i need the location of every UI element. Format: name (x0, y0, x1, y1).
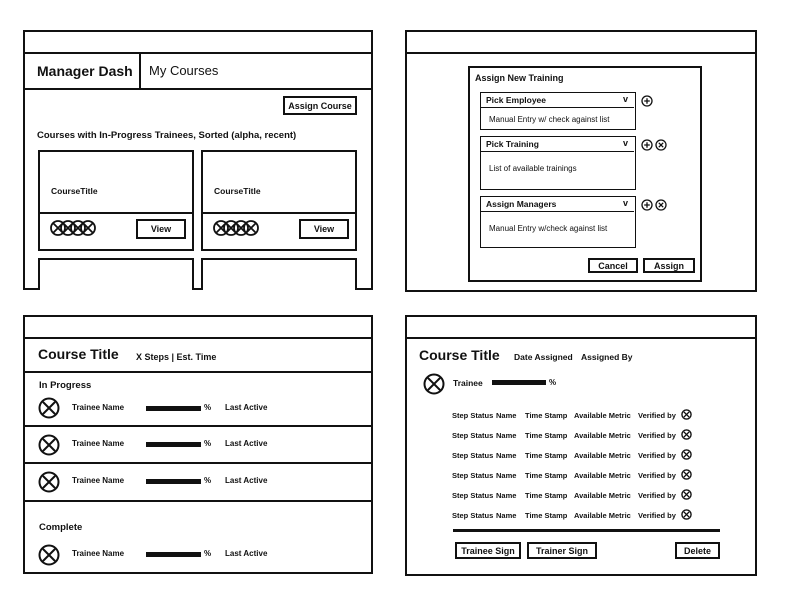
step-timestamp: Time Stamp (525, 511, 568, 520)
verify-icon[interactable] (681, 409, 692, 420)
progress-percent: % (204, 549, 212, 558)
trainee-name: Trainee Name (72, 549, 125, 558)
step-timestamp: Time Stamp (525, 451, 568, 460)
last-active: Last Active (225, 439, 268, 448)
top-bar-divider (407, 52, 755, 54)
tab-my-courses[interactable]: My Courses (149, 63, 219, 78)
step-verified-by: Verified by (638, 491, 676, 500)
add-icon[interactable] (641, 199, 653, 211)
delete-button[interactable]: Delete (675, 542, 720, 559)
last-active: Last Active (225, 476, 268, 485)
add-icon[interactable] (641, 95, 653, 107)
progress-percent: % (204, 403, 212, 412)
step-timestamp: Time Stamp (525, 431, 568, 440)
header-separator (139, 52, 141, 88)
trainee-name: Trainee Name (72, 476, 125, 485)
cancel-button[interactable]: Cancel (588, 258, 638, 273)
progress-percent: % (204, 476, 212, 485)
chevron-down-icon: v (623, 138, 629, 148)
course-card[interactable] (201, 150, 357, 251)
in-progress-label: In Progress (39, 380, 92, 391)
top-bar-divider (407, 337, 755, 339)
step-name: Name (496, 411, 517, 420)
pick-employee-field (480, 92, 636, 130)
header-divider (25, 371, 371, 373)
step-metric: Available Metric (574, 431, 631, 440)
trainer-sign-button[interactable]: Trainer Sign (527, 542, 597, 559)
dialog-title: Assign New Training (475, 73, 564, 83)
pick-training-dropdown[interactable] (481, 137, 634, 152)
step-status: Step Status (452, 451, 494, 460)
row-divider (25, 500, 371, 502)
last-active: Last Active (225, 549, 268, 558)
course-card[interactable] (201, 258, 357, 290)
verify-icon[interactable] (681, 429, 692, 440)
step-verified-by: Verified by (638, 471, 676, 480)
step-verified-by: Verified by (638, 411, 676, 420)
trainee-avatar-icon (423, 373, 445, 395)
trainee-avatars-icon (50, 220, 98, 236)
chevron-down-icon: v (623, 94, 629, 104)
course-trainees-panel (23, 315, 373, 574)
step-name: Name (496, 511, 517, 520)
step-status: Step Status (452, 431, 494, 440)
view-button[interactable]: View (136, 219, 186, 239)
pick-employee-label: Pick Employee (486, 95, 547, 105)
row-divider (25, 425, 371, 427)
step-metric: Available Metric (574, 451, 631, 460)
step-timestamp: Time Stamp (525, 491, 568, 500)
row-divider (25, 462, 371, 464)
verify-icon[interactable] (681, 489, 692, 500)
trainee-avatar-icon (38, 544, 60, 566)
trainee-label: Trainee (453, 378, 483, 388)
view-button[interactable]: View (299, 219, 349, 239)
step-metric: Available Metric (574, 511, 631, 520)
assign-training-panel (405, 30, 757, 292)
course-title: Course Title (38, 346, 119, 362)
trainee-sign-button[interactable]: Trainee Sign (455, 542, 521, 559)
chevron-down-icon: v (623, 198, 629, 208)
step-verified-by: Verified by (638, 431, 676, 440)
step-verified-by: Verified by (638, 511, 676, 520)
verify-icon[interactable] (681, 509, 692, 520)
assign-managers-dropdown[interactable] (481, 197, 634, 212)
progress-bar (146, 406, 201, 411)
trainee-avatar-icon (38, 397, 60, 419)
progress-percent: % (204, 439, 212, 448)
course-subtitle: X Steps | Est. Time (136, 352, 217, 362)
trainee-avatar-icon (38, 434, 60, 456)
step-metric: Available Metric (574, 411, 631, 420)
manager-dash-panel (23, 30, 373, 290)
verify-icon[interactable] (681, 449, 692, 460)
step-timestamp: Time Stamp (525, 471, 568, 480)
top-bar-divider (25, 52, 371, 54)
progress-bar (146, 442, 201, 447)
progress-bar (146, 552, 201, 557)
assign-managers-label: Assign Managers (486, 199, 557, 209)
course-title: Course Title (419, 347, 500, 363)
pick-training-field (480, 136, 636, 190)
trainee-avatar-icon (38, 471, 60, 493)
step-status: Step Status (452, 491, 494, 500)
trainee-name: Trainee Name (72, 403, 125, 412)
remove-icon[interactable] (655, 139, 667, 151)
step-name: Name (496, 451, 517, 460)
course-title: CourseTitle (214, 186, 261, 196)
courses-heading: Courses with In-Progress Trainees, Sorted (alpha, recent) (37, 130, 297, 141)
remove-icon[interactable] (655, 199, 667, 211)
step-name: Name (496, 431, 517, 440)
step-metric: Available Metric (574, 471, 631, 480)
course-title: CourseTitle (51, 186, 98, 196)
step-name: Name (496, 471, 517, 480)
pick-training-label: Pick Training (486, 139, 539, 149)
last-active: Last Active (225, 403, 268, 412)
card-divider (40, 212, 192, 214)
course-card[interactable] (38, 258, 194, 290)
step-name: Name (496, 491, 517, 500)
step-verified-by: Verified by (638, 451, 676, 460)
step-status: Step Status (452, 411, 494, 420)
complete-label: Complete (39, 522, 83, 533)
verify-icon[interactable] (681, 469, 692, 480)
pick-employee-input[interactable]: Manual Entry w/ check against list (489, 115, 610, 124)
progress-percent: % (549, 378, 557, 387)
signature-divider (453, 529, 720, 532)
course-card[interactable] (38, 150, 194, 251)
page-title: Manager Dash (37, 63, 133, 79)
step-status: Step Status (452, 511, 494, 520)
add-icon[interactable] (641, 139, 653, 151)
step-status: Step Status (452, 471, 494, 480)
step-metric: Available Metric (574, 491, 631, 500)
trainee-detail-panel (405, 315, 757, 576)
card-divider (203, 212, 355, 214)
pick-employee-dropdown[interactable] (481, 93, 634, 108)
assign-managers-input[interactable]: Manual Entry w/check against list (489, 224, 608, 233)
progress-bar (492, 380, 546, 385)
assign-dialog (468, 66, 702, 282)
assign-managers-field (480, 196, 636, 248)
assign-course-button[interactable]: Assign Course (283, 96, 357, 115)
training-list[interactable]: List of available trainings (489, 164, 577, 173)
top-bar-divider (25, 337, 371, 339)
progress-bar (146, 479, 201, 484)
assigned-by: Assigned By (581, 352, 633, 362)
trainee-name: Trainee Name (72, 439, 125, 448)
trainee-avatars-icon (213, 220, 261, 236)
assign-button[interactable]: Assign (643, 258, 695, 273)
date-assigned: Date Assigned (514, 352, 573, 362)
header-divider (25, 88, 371, 90)
step-timestamp: Time Stamp (525, 411, 568, 420)
